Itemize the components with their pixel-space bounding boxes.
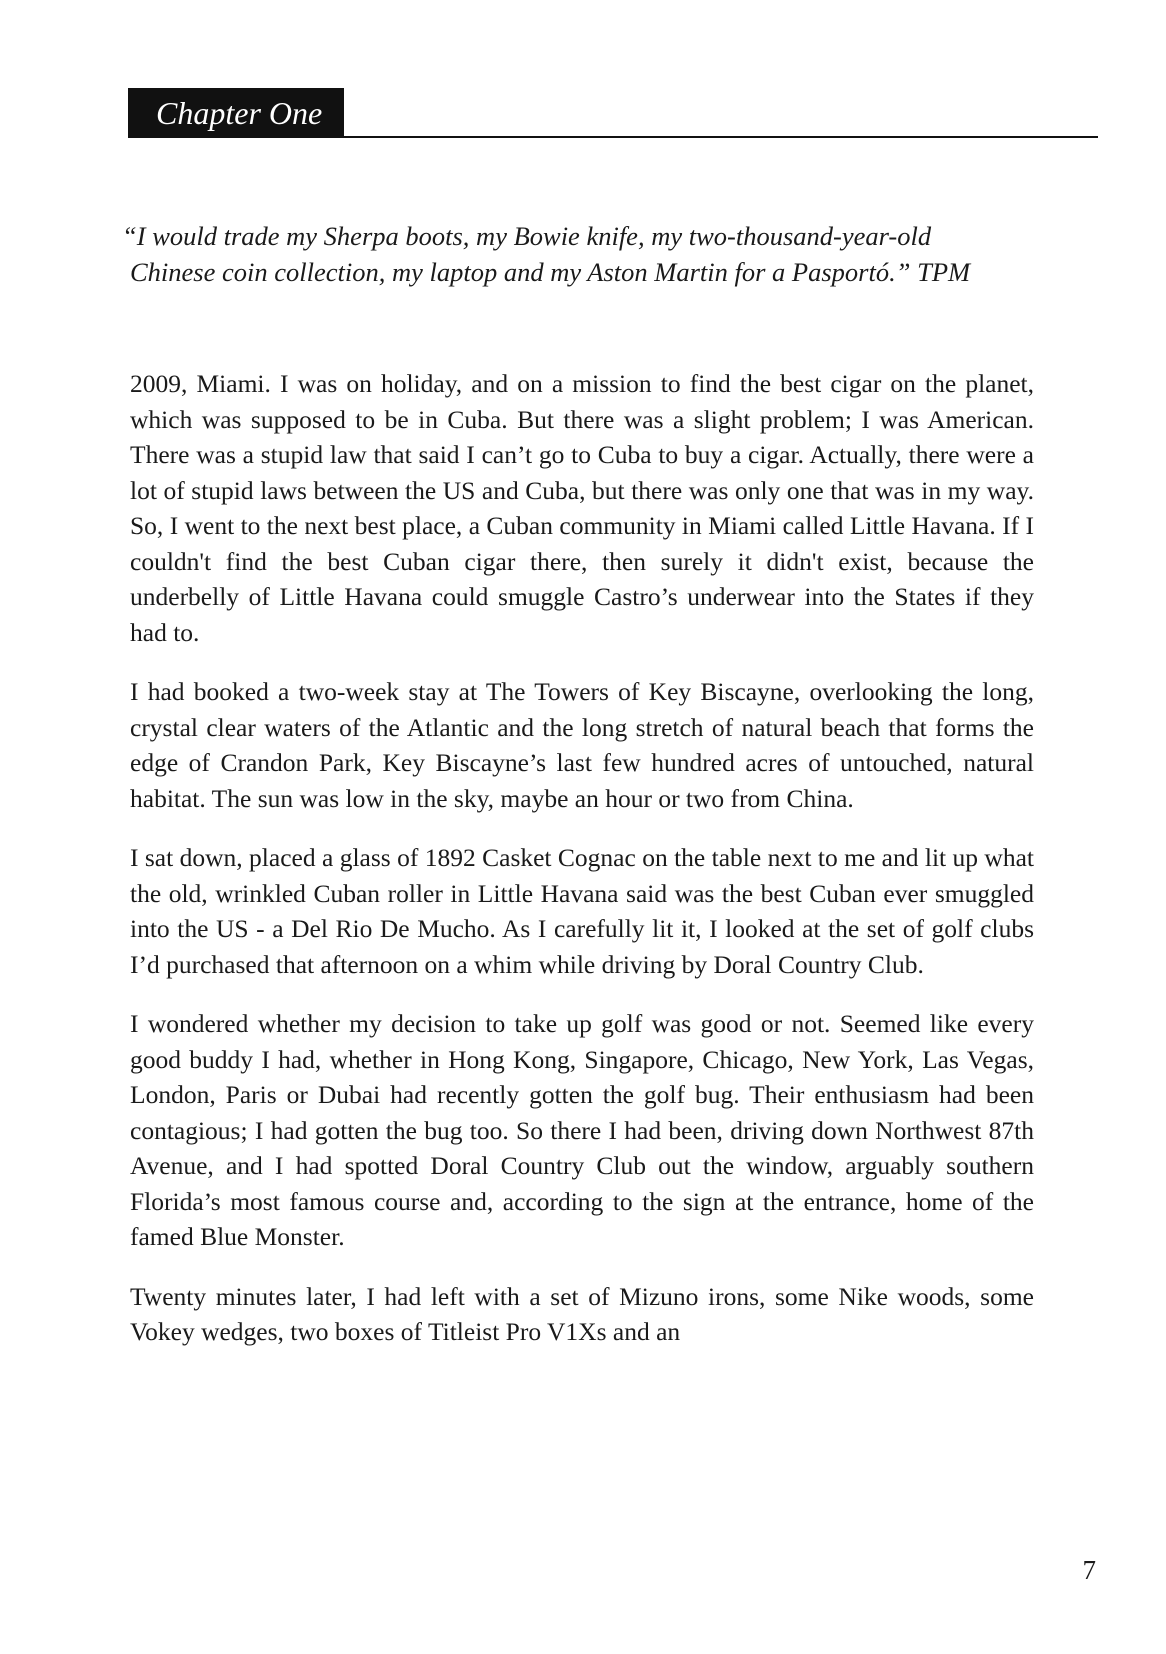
paragraph: I had booked a two-week stay at The Towers of Key Biscayne, overlooking the long, crystal clear waters of the Atlantic and the long stretch of natural beach that forms the edge of Crandon Park, Key Biscayne’s last few hundred acres of untouched, natural habitat. The sun was low in the sky, maybe an hour or two from China.	[130, 677, 1034, 813]
page-number: 7	[1082, 1555, 1096, 1585]
paragraph: I sat down, placed a glass of 1892 Casket Cognac on the table next to me and lit up what the old, wrinkled Cuban roller in Little Havana said was the best Cuban ever smuggled into the US - a Del Rio De Mucho. As I carefully lit it, I looked at the set of golf clubs I’d purchased that afternoon on a whim while driving by Doral Country Club.	[130, 843, 1034, 979]
paragraph: I wondered whether my decision to take up golf was good or not. Seemed like every good buddy I had, whether in Hong Kong, Singapore, Chicago, New York, Las Vegas, London, Paris or Dubai had recently gotten the golf bug. Their enthusiasm had been contagious; I had gotten the bug too. So there I had been, driving down Northwest 87th Avenue, and I had spotted Doral Country Club out the window, arguably southern Florida’s most famous course and, according to the sign at the entrance, home of the famed Blue Monster.	[130, 1009, 1034, 1251]
paragraph: 2009, Miami. I was on holiday, and on a mission to find the best cigar on the planet, which was supposed to be in Cuba. But there was a slight problem; I was American. There was a stupid law that said I can’t go to Cuba to buy a cigar. Actually, there were a lot of stupid laws between the US and Cuba, but there was only one that was in my way. So, I went to the next best place, a Cuban community in Miami called Little Havana. If I couldn't find the best Cuban cigar there, then surely it didn't exist, because the underbelly of Little Havana could smuggle Castro’s underwear into the States if they had to.	[130, 369, 1034, 647]
chapter-rule	[344, 136, 1098, 138]
chapter-header	[128, 88, 1098, 138]
chapter-title: Chapter One	[128, 88, 344, 138]
epigraph-line-2: Chinese coin collection, my laptop and my Aston Martin for a Pasportó.” TPM	[130, 257, 971, 287]
epigraph	[122, 218, 1082, 290]
body-text	[130, 366, 1034, 1374]
epigraph-line-1: “I would trade my Sherpa boots, my Bowie knife, my two-thousand-year-old	[122, 221, 932, 251]
paragraph: Twenty minutes later, I had left with a set of Mizuno irons, some Nike woods, some Vokey wedges, two boxes of Titleist Pro V1Xs and an	[130, 1281, 1034, 1346]
